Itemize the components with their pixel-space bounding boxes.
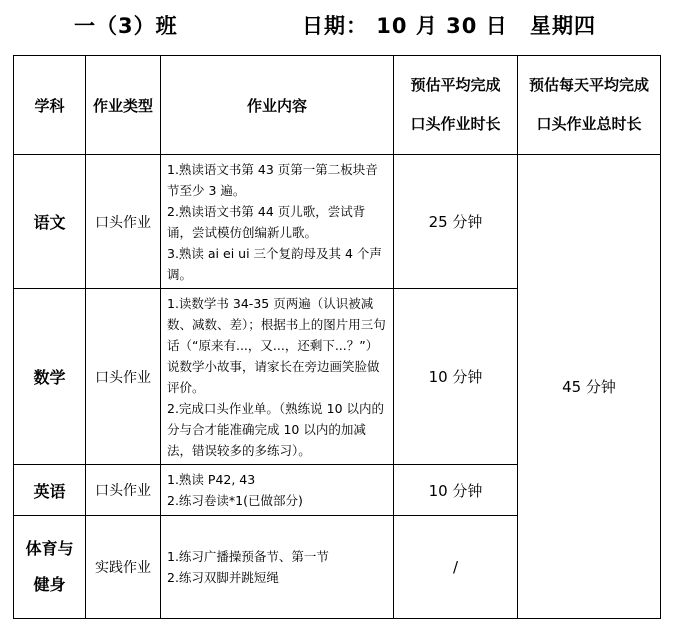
content-line: 1.熟读 P42, 43 bbox=[167, 472, 256, 487]
content-line: 1.熟读语文书第 43 页第一第二板块音节至少 3 遍。 bbox=[167, 161, 378, 198]
content-line: 2.练习双脚并跳短绳 bbox=[167, 570, 279, 585]
type-cell: 口头作业 bbox=[86, 155, 161, 289]
subject-cell: 英语 bbox=[14, 465, 86, 516]
content-line: 1.练习广播操预备节、第一节 bbox=[167, 549, 329, 564]
total-time-cell: 45 分钟 bbox=[518, 155, 661, 619]
content-line: 1.读数学书 34-35 页两遍（认识被减数、减数、差）；根据书上的图片用三句话（“原来有...，又...，还剩下...？”）说数学小故事，请家长在旁边画笑脸做评价。 bbox=[167, 295, 386, 395]
content-cell bbox=[161, 155, 394, 289]
avg-time-cell: / bbox=[394, 516, 518, 619]
content-cell bbox=[161, 465, 394, 516]
page-header bbox=[0, 8, 674, 40]
date-label: 日期： 10 月 30 日 bbox=[302, 14, 508, 38]
subject-cell: 数学 bbox=[14, 289, 86, 465]
col-header-avg-time bbox=[394, 56, 518, 155]
col-header-total-time bbox=[518, 56, 661, 155]
homework-table bbox=[13, 55, 661, 619]
table-row-chinese bbox=[14, 155, 661, 289]
subject-cell: 语文 bbox=[14, 155, 86, 289]
type-cell: 实践作业 bbox=[86, 516, 161, 619]
type-cell: 口头作业 bbox=[86, 465, 161, 516]
col-header-type: 作业类型 bbox=[86, 56, 161, 155]
content-line: 3.熟读 ai ei ui 三个复韵母及其 4 个声调。 bbox=[167, 245, 382, 282]
content-line: 2.熟读语文书第 44 页儿歌，尝试背诵，尝试模仿创编新儿歌。 bbox=[167, 203, 366, 240]
avg-time-cell: 10 分钟 bbox=[394, 289, 518, 465]
content-cell bbox=[161, 516, 394, 619]
avg-time-cell: 10 分钟 bbox=[394, 465, 518, 516]
subject-line: 健身 bbox=[33, 575, 66, 594]
avg-time-cell: 25 分钟 bbox=[394, 155, 518, 289]
content-cell bbox=[161, 289, 394, 465]
subject-line: 体育与 bbox=[25, 539, 74, 558]
class-name: 一（3）班 bbox=[74, 14, 178, 38]
col-header-total-line1: 预估每天平均完成 bbox=[528, 76, 649, 94]
content-line: 2.练习卷读*1(已做部分) bbox=[167, 493, 303, 508]
table-header-row bbox=[14, 56, 661, 155]
col-header-total-line2: 口头作业总时长 bbox=[536, 115, 642, 133]
col-header-avg-line1: 预估平均完成 bbox=[410, 76, 501, 94]
col-header-content: 作业内容 bbox=[161, 56, 394, 155]
weekday-label: 星期四 bbox=[530, 14, 596, 38]
type-cell: 口头作业 bbox=[86, 289, 161, 465]
content-line: 2.完成口头作业单。（熟练说 10 以内的分与合才能准确完成 10 以内的加减法，错误较多的多练习）。 bbox=[167, 400, 385, 458]
subject-cell bbox=[14, 516, 86, 619]
col-header-avg-line2: 口头作业时长 bbox=[410, 115, 501, 133]
col-header-subject: 学科 bbox=[14, 56, 86, 155]
